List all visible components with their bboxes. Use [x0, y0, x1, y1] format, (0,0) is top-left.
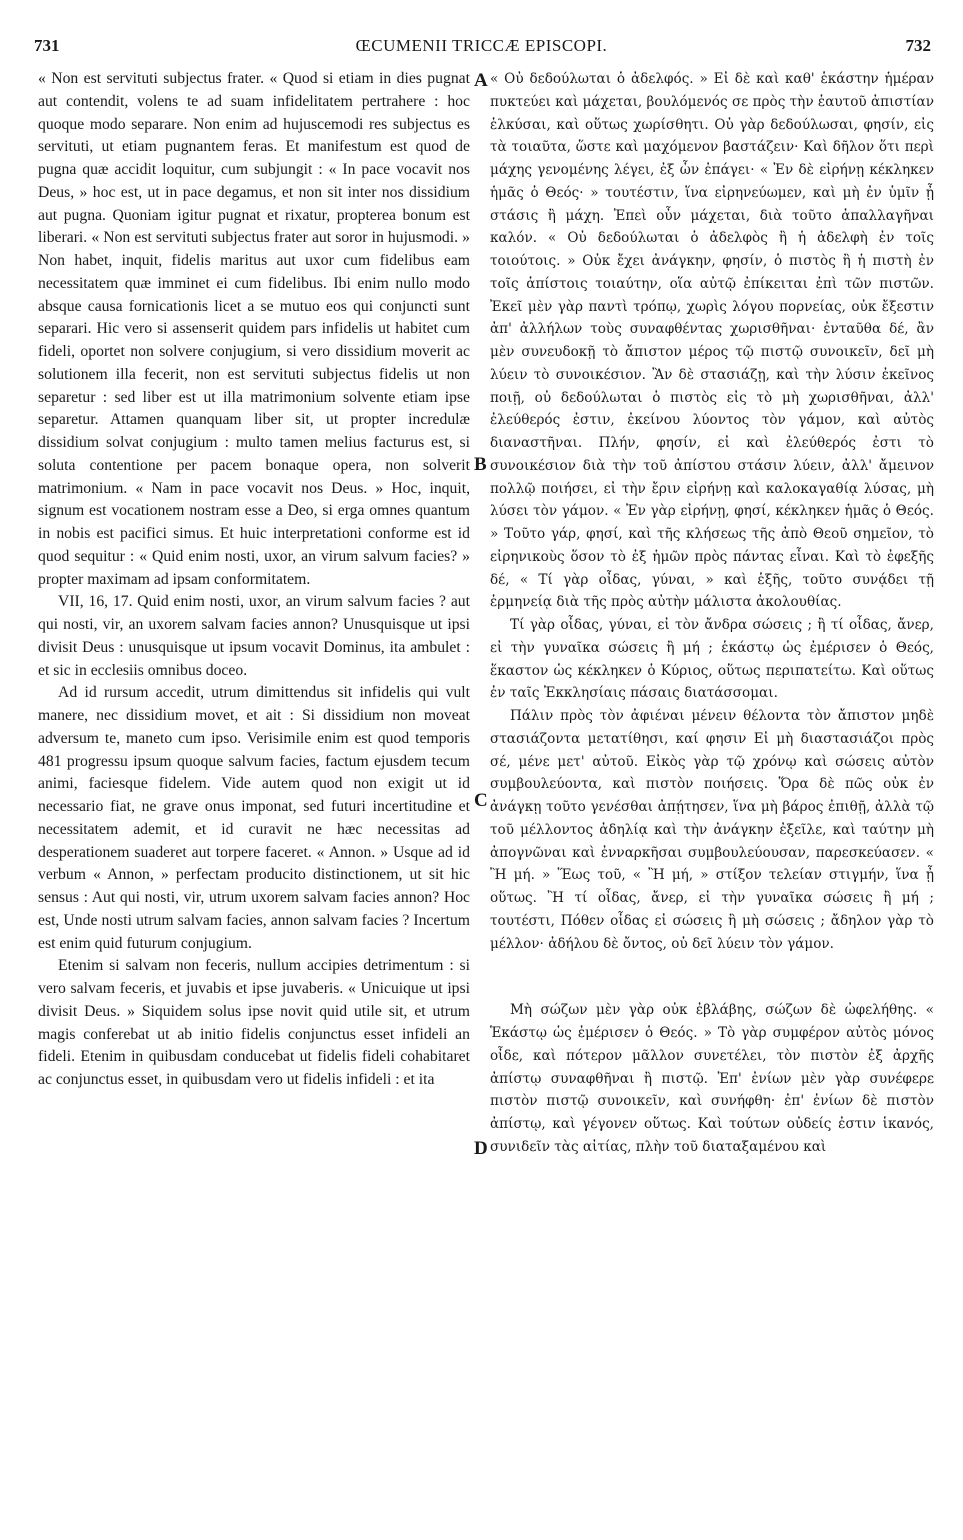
- greek-paragraph: Πάλιν πρὸς τὸν ἀφιέναι μένειν θέλοντα τὸν ἄπιστον μηδὲ στασιάζοντα μετατίθησι, καί φησιν Εἰ μὴ διαστασιάζοι πρὸς σέ, μένε μετ' αὐτοῦ. Εἰκὸς γὰρ τῷ χρόνῳ καὶ σώσεις αὐτὸν συμβουλεύοντα, καὶ πιστὸν ποιήσεις. Ὅρα δὲ πῶς οὐκ ἐν ἀνάγκῃ τοῦτο γενέσθαι ἀπῄτησεν, ἵνα μὴ βάρος ἐπιθῇ, ἀλλὰ τῷ τοῦ μέλλοντος ἀδηλίᾳ καὶ τὴν ἀνάγκην ἐξεῖλε, καὶ ταύτην μὴ ἀπογνῶναι καὶ ἐνναρκῆσαι συμβουλεύουσαν, παρεσκεύασεν. « Ἢ μή. » Ἕως τοῦ, « Ἢ μή, » στίξον τελείαν στιγμήν, ἵνα ᾖ οὕτως. Ἢ τί οἶδας, ἄνερ, εἰ τὴν γυναῖκα σώσεις ἢ μή ; τουτέστι, Πόθεν οἶδας εἰ σώσεις ἢ μὴ σώσεις ; ἄδηλον γὰρ τὸ μέλλον· ἀδήλου δὲ ὄντος, οὐ δεῖ λύειν τὸν γάμον.: [490, 708, 934, 952]
- greek-paragraph: « Οὐ δεδούλωται ὁ ἀδελφός. » Εἰ δὲ καὶ καθ' ἑκάστην ἡμέραν πυκτεύει καὶ μάχεται, βουλόμενός σε πρὸς τὴν ἑαυτοῦ ἀπιστίαν ἑλκύσαι, καὶ οὕτως χωρίσθητι. Οὐ γὰρ δεδούλωσαι, φησίν, εἰς τὰ τοιαῦτα, ὥστε καὶ μαχόμενον βαστάζειν· Καὶ δῆλον ὅτι περὶ μάχης γενομένης λέγει, ἐξ ὧν ἐπάγει· « Ἐν δὲ εἰρήνῃ κέκληκεν ἡμᾶς ὁ Θεός· » τουτέστιν, ἵνα εἰρηνεύωμεν, καὶ μὴ ἐν ὑμῖν ᾖ στάσις ἢ μάχη. Ἐπεὶ οὖν μάχεται, διὰ τοῦτο ἀπαλλαγῆναι καλόν. « Οὐ δεδούλωται ὁ ἀδελφὸς ἢ ἡ ἀδελφὴ ἐν τοῖς τοιούτοις. » Οὐκ ἔχει ἀνάγκην, φησίν, ὁ πιστὸς ἢ ἡ πιστὴ ἐν τοῖς ἀπίστοις τοιαύτην, οἵα αὐτῷ ἐπίκειται ἐπὶ τῶν πιστῶν. Ἐκεῖ μὲν γὰρ παντὶ τρόπῳ, χωρὶς λόγου πορνείας, οὐκ ἔξεστιν ἀπ' ἀλλήλων τοὺς συναφθέντας χωρισθῆναι· ἐνταῦθα δέ, ἂν μὲν συνευδοκῇ τὸ ἄπιστον μέρος τῷ πιστῷ συνοικεῖν, δεῖ μὴ λύειν τὸ συνοικέσιον. Ἂν δὲ στασιάζῃ, καὶ τὴν λύσιν ἐκεῖνος ποιῇ, οὐ δεδούλωται ὁ πιστὸς εἰς τὸ μὴ χωρισθῆναι, ἀλλ' ἐλεύθερός ἐστιν, ἐκείνου λύοντος τὸν γάμον, καὶ αὐτὸς διαναστῆναι. Πλήν, φησίν, εἰ καὶ ἐλεύθερός ἐστι τὸ συνοικέσιον διὰ τὴν τοῦ ἀπίστου στάσιν λύειν, ἀλλ' ἄμεινον πολλῷ ποιήσει, εἰ τὴν ἔριν εἰρήνῃ καὶ καλοκαγαθίᾳ λύσας, μὴ λύσει τὸν γάμον. « Ἐν γὰρ εἰρήνῃ, φησί, κέκληκεν ἡμᾶς ὁ Θεός. » Τοῦτο γάρ, φησί, καὶ τῆς κλήσεως τῆς ἀπὸ Θεοῦ σημεῖον, τὸ εἰρηνικοὺς ὅσον τὸ ἐξ ἡμῶν πρὸς πάντας εἶναι. Καὶ τὸ ἐφεξῆς δέ, « Τί γὰρ οἶδας, γύναι, » καὶ ἑξῆς, τοῦτο συνᾴδει τῇ ἑρμηνείᾳ διὰ τῆς πρὸς αὐτὴν μάλιστα ἀκολουθίας.: [490, 71, 934, 611]
- latin-paragraph: Ad id rursum accedit, utrum dimittendus sit infidelis qui vult manere, nec dissidium movet, et ait : Si dissidium non moveat adversum te, maneto cum ipso. Verisimile enim est quod temporis 481 progressu ipsum quoque salvum facies, factum ejusdem tecum animi, faciesque fidelem. Vide autem quod non exigit ut id necessario fiat, ne grave onus imponat, sed futuri incertitudine et necessitatem ademit, et id curavit ne hæc necessitas ad desperationem suaderet aut torpere faceret. « Annon. » Usque ad id verbum « Annon, » perfectam producito distinctionem, ut sit hic sensus : Aut qui nosti, vir, utrum uxorem salvam facies annon? Hoc est, Unde nosti utrum salvam facies, annon salvam facies ? Incertum est enim quid futurum conjugium.: [38, 684, 470, 952]
- greek-paragraph: Μὴ σώζων μὲν γὰρ οὐκ ἐβλάβης, σώζων δὲ ὠφελήθης. « Ἑκάστῳ ὡς ἐμέρισεν ὁ Θεός. » Τὸ γὰρ συμφέρον αὐτὸς μόνος οἶδε, καὶ πότερον μᾶλλον συνετέλει, τὸν πιστὸν ἐξ ἀρχῆς ἀπίστῳ συναφθῆναι ἢ πιστῷ. Ἐπ' ἐνίων μὲν γὰρ συνέφερε πιστὸν πιστῷ συνοικεῖν, καὶ συνήφθη· ἐπ' ἐνίων δὲ πιστὸν ἀπίστῳ, καὶ γέγονεν οὕτως. Καὶ τούτων οὐδείς ἐστιν ἱκανός, συνιδεῖν τὰς αἰτίας, πλὴν τοῦ διαταξαμένου καὶ: [490, 1002, 934, 1155]
- page-number-left: 731: [34, 36, 60, 55]
- latin-paragraph: Etenim si salvam non feceris, nullum accipies detrimentum : si vero salvam feceris, et juvabis et ipse juvaberis. « Unicuique ut ipsi divisit Deus. » Siquidem solus ipse novit quid utile sit, et utrum magis conferebat ut ab initio fidelis conjunctus esset infideli an fideli. Etenim in quibusdam conducebat ut fidelis fideli cohabitaret ac conjunctus esset, in quibusdam vero ut fidelis infideli : et ita: [38, 957, 470, 1088]
- margin-letter-a: A: [474, 70, 488, 91]
- page-number-right: 732: [905, 36, 931, 55]
- greek-paragraph: Τί γὰρ οἶδας, γύναι, εἰ τὸν ἄνδρα σώσεις ; ἢ τί οἶδας, ἄνερ, εἰ τὴν γυναῖκα σώσεις ἢ μή ; ἑκάστῳ ὡς ἐμέρισεν ὁ Θεός, ἕκαστον ὡς κέκληκεν ὁ Κύριος, οὕτως περιπατείτω. Καὶ οὕτως ἐν ταῖς Ἐκκλησίαις πάσαις διατάσσομαι.: [490, 617, 934, 702]
- latin-column: [38, 68, 470, 1092]
- page-header: [30, 36, 933, 60]
- latin-paragraph: « Non est servituti subjectus frater. « Quod si etiam in dies pugnat aut contendit, volens te ad suam infidelitatem pertrahere : hoc quoque modo separare. Non enim ad hujuscemodi res subjectus es servituti, ut etiam pugnantem feras. Et manifestum est quod de pugna quæ accidit loquitur, cum subjungit : « In pace vocavit nos Deus, » hoc est, ut in pace degamus, et non sit inter nos dissidium aut pugna. Quoniam igitur pugnat et rixatur, propterea bonum est liberari. « Non est servituti subjectus frater aut soror in hujusmodi. » Non habet, inquit, fidelis maritus aut uxor cum fidelibus eam necessitatem quæ imminet ei cum fidelibus. Ibi enim nullo modo absque causa fornicationis licet a se mutuo eos qui conjuncti sunt separari. Hic vero si assenserit quidem pars infidelis ut habitet cum fideli, oportet non solvere conjugium, si vero dissidium moverit ac solutionem illa fecerit, non est servituti subjectus fidelis ut non separetur : sed liber est ut illa matrimonium solvente etiam ipse separetur. Attamen quanquam liber sit, ut propter incredulæ dissidium solvat conjugium : multo tamen melius facturus est, si soluta contentione per pacem bonaque opera, non solverit matrimonium. « Nam in pace vocavit nos Deus. » Hoc, inquit, signum est vocationem nostram esse a Deo, si erga omnes quantum in nobis est pacifici simus. Et huic interpretationi conforme est id quod sequitur : « Quid enim nosti, uxor, an virum salvum facies? » propter maximam ad ipsam conformitatem.: [38, 70, 470, 588]
- running-title: ŒCUMENII TRICCÆ EPISCOPI.: [355, 36, 608, 55]
- greek-column: [490, 68, 934, 1159]
- latin-paragraph: VII, 16, 17. Quid enim nosti, uxor, an virum salvum facies ? aut qui nosti, vir, an uxorem salvam facies annon? Unusquisque ut ipsi divisit Deus : unusquisque ut ipsum vocavit Dominus, ita ambulet : et sic in ecclesiis omnibus doceo.: [38, 593, 470, 679]
- margin-letter-b: B: [474, 454, 487, 475]
- margin-letter-c: C: [474, 790, 488, 811]
- margin-letter-d: D: [474, 1138, 488, 1159]
- column-gap: [490, 955, 934, 999]
